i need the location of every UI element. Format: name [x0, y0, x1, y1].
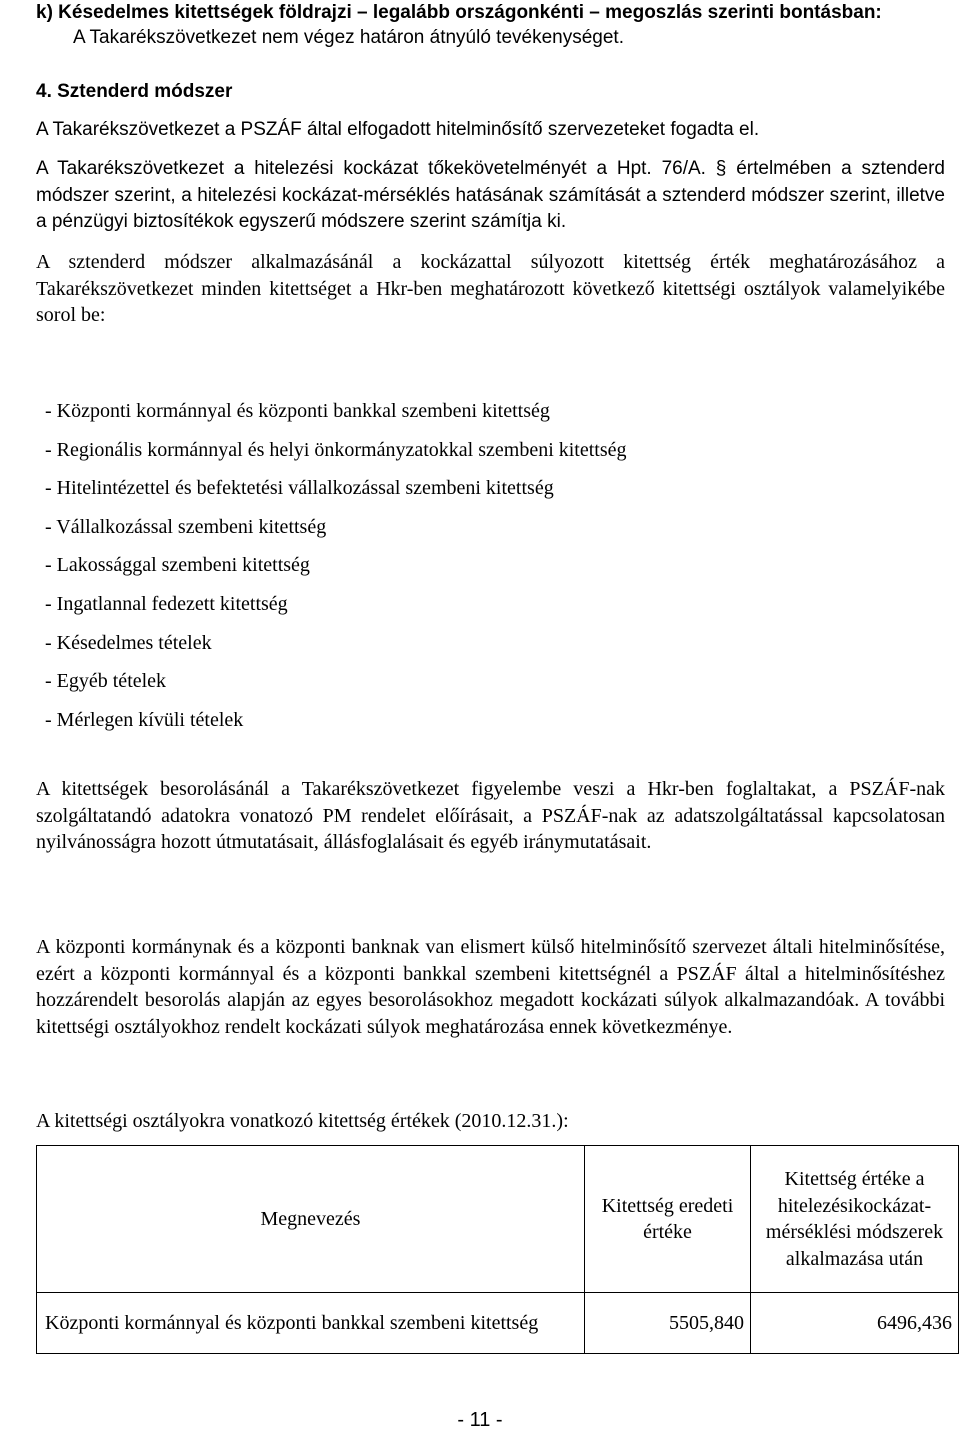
row-name-cell: Központi kormánnyal és központi bankkal szembeni kitettség [37, 1293, 585, 1354]
list-item: - Ingatlannal fedezett kitettség [45, 592, 288, 615]
list-item: - Vállalkozással szembeni kitettség [45, 515, 327, 538]
list-item: - Lakossággal szembeni kitettség [45, 554, 310, 577]
col-header-adjusted-value: Kitettség értéke a hitelezésikockázat-mérséklési módszerek alkalmazása után [751, 1146, 959, 1293]
list-item: - Hitelintézettel és befektetési vállalkozással szembeni kitettség [45, 477, 554, 500]
section-4-para-2: A Takarékszövetkezet a hitelezési kockázat tőkekövetelményét a Hpt. 76/A. § értelmében a sztenderd módszer szerint, a hitelezési kockázat-mérséklés hatásának számítását a sztenderd módszer szerint, illetve a pénzügyi biztosítékok egyszerű módszere szerint számítja ki. [36, 158, 945, 232]
section-4-title: 4. Sztenderd módszer [36, 81, 233, 102]
row-adjusted-value-cell: 6496,436 [751, 1293, 959, 1354]
col-header-name: Megnevezés [37, 1146, 585, 1293]
classification-paragraph: A kitettségek besorolásánál a Takarékszövetkezet figyelembe veszi a Hkr-ben foglaltakat, a PSZÁF-nak szolgáltatandó adatokra vonatozó PM rendelet előírásait, a PSZÁF-nak az adatszolgáltatással kapcsolatosan nyilvánosságra hozott útmutatásait, állásfoglalásait és egyéb iránymutatásait. [36, 778, 945, 853]
col-header-original-value: Kitettség eredeti értéke [585, 1146, 751, 1293]
section-4-para-1: A Takarékszövetkezet a PSZÁF által elfogadott hitelminősítő szervezeteket fogadta el. [36, 119, 760, 140]
list-item: - Központi kormánnyal és központi bankkal szembeni kitettség [45, 400, 550, 422]
row-original-value-cell: 5505,840 [585, 1293, 751, 1354]
section-k-subtitle: A Takarékszövetkezet nem végez határon átnyúló tevékenységet. [73, 27, 624, 48]
exposure-values-table [36, 1145, 959, 1354]
list-item: - Késedelmes tételek [45, 631, 212, 654]
list-item: - Regionális kormánnyal és helyi önkormányzatokkal szembeni kitettség [45, 438, 627, 461]
table-header-row [37, 1146, 959, 1293]
list-item: - Egyéb tételek [45, 670, 167, 693]
section-4-para-3: A sztenderd módszer alkalmazásánál a kockázattal súlyozott kitettség érték meghatározásához a Takarékszövetkezet minden kitettséget a Hkr-ben meghatározott következő kitettségi osztályok valamelyikébe sorol be: [36, 251, 945, 326]
table-row [37, 1293, 959, 1354]
table-intro: A kitettségi osztályokra vonatkozó kitettség értékek (2010.12.31.): [36, 1110, 569, 1132]
list-item: - Mérlegen kívüli tételek [45, 708, 244, 731]
section-k-title: k) Késedelmes kitettségek földrajzi – legalább országonkénti – megoszlás szerinti bontásban: [36, 2, 882, 23]
central-government-paragraph: A központi kormánynak és a központi banknak van elismert külső hitelminősítő szervezet általi hitelminősítése, ezért a központi kormánnyal és a központi bankkal szembeni kitettségnél a PSZÁF által a hitelminősítéshez hozzárendelt besorolás alapján az egyes besorolásokhoz megadott kockázati súlyok alkalmazandóak. A további kitettségi osztályokhoz rendelt kockázati súlyok meghatározása ennek következménye. [36, 936, 945, 1038]
page-number: - 11 - [457, 1409, 503, 1431]
exposure-class-list [45, 392, 627, 739]
